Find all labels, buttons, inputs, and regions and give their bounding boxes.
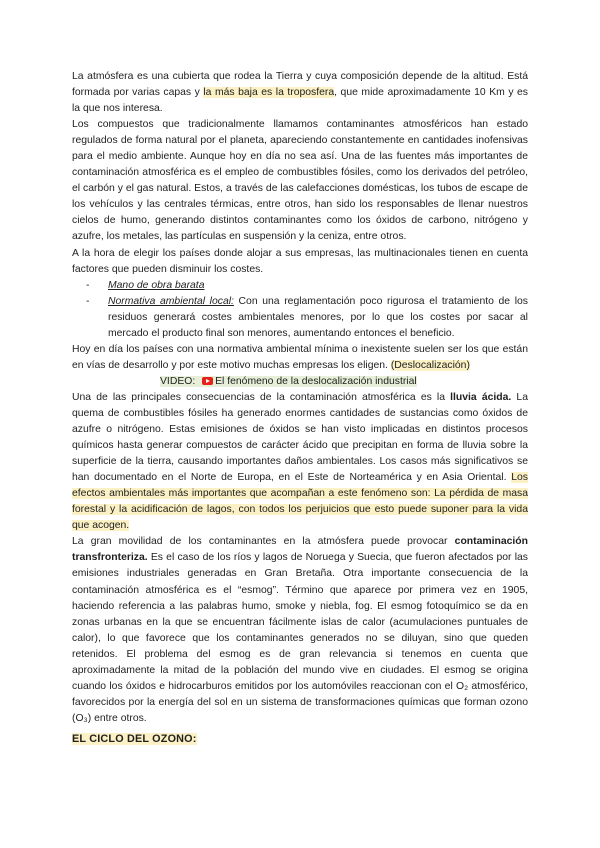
list-item-label: Normativa ambiental local: bbox=[108, 295, 234, 307]
video-link[interactable]: VIDEO: El fenómeno de la deslocalización industrial bbox=[160, 375, 417, 387]
document-body bbox=[72, 69, 528, 727]
highlight-delocalization: (Deslocalización) bbox=[390, 359, 470, 371]
paragraph-atmosphere: La atmósfera es una cubierta que rodea la Tierra y cuya composición depende de la altitud. Está formada por varias capas y la más baja es la troposfera, que mide aproximadamente 10 Km y es la que nos interesa. bbox=[72, 71, 528, 115]
bold-transboundary: contaminación transfronteriza. bbox=[72, 536, 528, 564]
list-item: - Mano de obra barata bbox=[86, 279, 205, 291]
video-title: El fenómeno de la deslocalización industrial bbox=[215, 375, 417, 387]
highlight-troposphere: la más baja es la troposfera bbox=[203, 87, 335, 99]
paragraph-pollutants: Los compuestos que tradicionalmente llamamos contaminantes atmosféricos han estado regulados de forma natural por el planeta, apareciendo constantemente en cantidades inofensivas para el medio ambiente. Aunque hoy en día no sea así. Una de las fuentes más importantes de contaminación atmosférica es el empleo de combustibles fósiles, como los derivados del petróleo, el carbón y el gas natural. Estos, a través de las calefacciones domésticas, los tubos de escape de los vehículos y las centrales térmicas, entre otros, han sido los responsables de llenar nuestros cielos de humo, generando distintos contaminantes como los óxidos de carbono, nitrógeno y azufre, los metales, las partículas en suspensión y la ceniza, entre otros. bbox=[72, 119, 528, 243]
section-heading-ozone-cycle: EL CICLO DEL OZONO: bbox=[72, 733, 197, 745]
video-line bbox=[72, 374, 528, 390]
highlight-acid-rain-effects: Los efectos ambientales más importantes que acompañan a este fenómeno son: La pérdida de masa forestal y la acidificación de lagos, con todos los perjuicios que esto puede suponer para la vida que acogen. bbox=[72, 472, 528, 532]
youtube-icon bbox=[202, 377, 213, 385]
list-item-label: Mano de obra barata bbox=[108, 279, 205, 291]
list-item: - Normativa ambiental local: Con una reglamentación poco rigurosa el tratamiento de los residuos generará costes ambientales menores, por lo que los costes por sacar al mercado el producto final son menores, aumentando entonces el beneficio. bbox=[86, 295, 528, 339]
paragraph-multinationals: A la hora de elegir los países donde alojar a sus empresas, las multinacionales tienen en cuenta factores que pueden disminuir los costes. bbox=[72, 247, 528, 275]
paragraph-transboundary: La gran movilidad de los contaminantes en la atmósfera puede provocar contaminación transfronteriza. Es el caso de los ríos y lagos de Noruega y Suecia, que fueron afectados por las emisiones industriales generadas en Gran Bretaña. Otra importante consecuencia de la contaminación atmosférica es el “esmog”. Término que aparece por primera vez en 1905, haciendo referencia a las palabras humo, smoke y niebla, fog. El esmog fotoquímico se da en zonas urbanas en la que se encuentran fácilmente islas de calor (acumulaciones puntuales de calor), lo que favorece que los contaminantes generados no se diluyan, sino que queden retenidos. El problema del esmog es de gran relevancia si tenemos en cuenta que aproximadamente la mitad de la población del mundo vive en ciudades. El esmog se origina cuando los óxidos e hidrocarburos emitidos por los automóviles reaccionan con el O₂ atmosférico, favorecidos por la energía del sol en un sistema de transformaciones químicas que forman ozono (O₃) entre otros. bbox=[72, 536, 528, 724]
cost-factors-list bbox=[72, 278, 528, 342]
paragraph-acid-rain: Una de las principales consecuencias de la contaminación atmosférica es la lluvia ácida. La quema de combustibles fósiles ha generado enormes cantidades de sustancias como óxidos de azufre o nitrógeno. Estas emisiones de óxidos se han visto implicadas en distintos procesos químicos hasta generar compuestos de carácter ácido que precipitan en forma de lluvia sobre la superficie de la tierra, causando importantes daños ambientales. Los casos más significativos se han documentado en el Norte de Europa, en el Este de Norteamérica y en Asia Oriental. Los efectos ambientales más importantes que acompañan a este fenómeno son: La pérdida de masa forestal y la acidificación de lagos, con todos los perjuicios que esto puede suponer para la vida que acogen. bbox=[72, 391, 528, 532]
paragraph-delocalization: Hoy en día los países con una normativa ambiental mínima o inexistente suelen ser los que están en vías de desarrollo y por este motivo muchas empresas los eligen. (Deslocalización) bbox=[72, 343, 528, 371]
bold-acid-rain: lluvia ácida. bbox=[450, 391, 512, 403]
